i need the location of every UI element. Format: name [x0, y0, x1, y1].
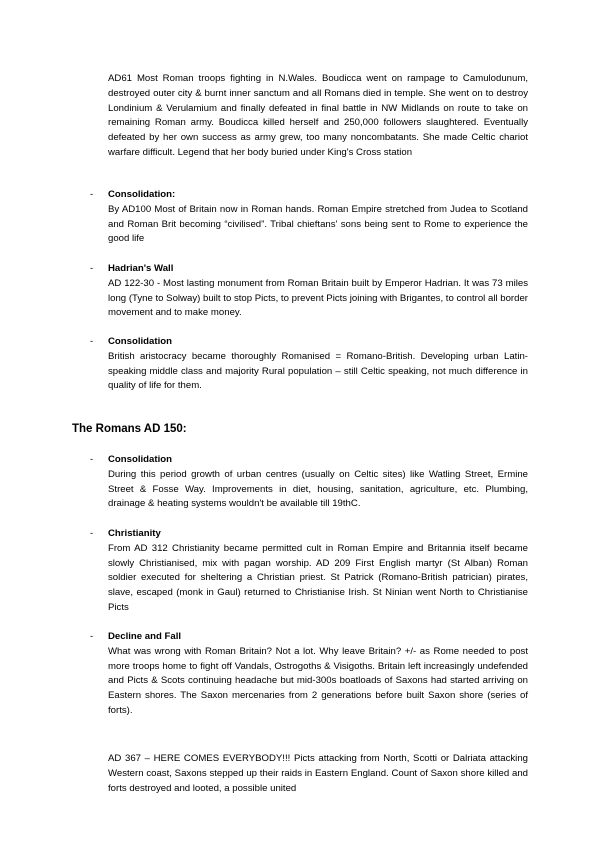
item-text: By AD100 Most of Britain now in Roman hands. Roman Empire stretched from Judea to Scotland and Roman Brit becoming “civilised”. Tribal chieftans' sons being sent to Rome to experience the good life — [108, 203, 528, 245]
intro-paragraph: AD61 Most Roman troops fighting in N.Wales. Boudicca went on rampage to Camulodunum, destroyed outer city & burnt inner sanctum and all Romans died in temple. She went on to destroy Londinium & Verulamium and finally defeated in final battle in NW Midlands on route to take on remaining Roman army. Boudicca killed herself and 250,000 followers slaughtered. Eventually defeated by her own success as army grew, too many noncombatants. She made Celtic chariot warfare difficult. Legend that her body buried under King's Cross station — [108, 73, 528, 158]
bullet-dash: - — [90, 528, 94, 539]
bullet-dash: - — [90, 631, 94, 642]
item-text: From AD 312 Christianity became permitted cult in Roman Empire and Britannia itself became slowly Christianised, mix with pagan worship. AD 209 First English martyr (St Alban) Roman soldier executed for sheltering a Christian priest. St Patrick (Romano-British patrician) pirates, slave, escaped (monk in Gaul) returned to Christianise Irish. St Ninian went North to Christianise Picts — [108, 542, 528, 613]
item-text: British aristocracy became thoroughly Romanised = Romano-British. Developing urban Latin-speaking middle class and majority Rural population – still Celtic speaking, not much difference in quality of life for them. — [108, 350, 528, 392]
item-title: Decline and Fall — [108, 631, 182, 642]
item-title: Consolidation: — [108, 189, 176, 200]
item-title: Consolidation — [108, 336, 172, 347]
bullet-dash: - — [90, 336, 94, 347]
bullet-dash: - — [90, 263, 94, 274]
item-text: What was wrong with Roman Britain? Not a lot. Why leave Britain? +/- as Rome needed to post more troops home to fight off Vandals, Ostrogoths & Visigoths. Britain left increasingly undefended and Picts & Scots continuing headache but mid-300s boatloads of Saxons had started arriving on Eastern shores. The Saxon mercenaries from 2 generations before built Saxon shore (series of forts). — [108, 645, 528, 716]
bullet-dash: - — [90, 189, 94, 200]
item-title: Hadrian's Wall — [108, 263, 174, 274]
section-heading: The Romans AD 150: — [72, 423, 187, 435]
item-text: AD 122-30 - Most lasting monument from Roman Britain built by Emperor Hadrian. It was 73 miles long (Tyne to Solway) built to stop Picts, to prevent Picts joining with Brigantes, to control all border movement and to make money. — [108, 277, 528, 319]
decline-continuation-paragraph: AD 367 – HERE COMES EVERYBODY!!! Picts attacking from North, Scotti or Dalriata attacking Western coast, Saxons stepped up their raids in Eastern England. Count of Saxon shore killed and forts destroyed and looted, a possible united — [108, 753, 528, 794]
bullet-dash: - — [90, 454, 94, 465]
item-title: Christianity — [108, 528, 161, 539]
item-title: Consolidation — [108, 454, 172, 465]
item-text: During this period growth of urban centres (usually on Celtic sites) like Watling Street, Ermine Street & Fosse Way. Improvements in diet, housing, sanitation, agriculture, etc. Plumbing, drainage & heating systems wouldn't be available till 19thC. — [108, 468, 528, 510]
